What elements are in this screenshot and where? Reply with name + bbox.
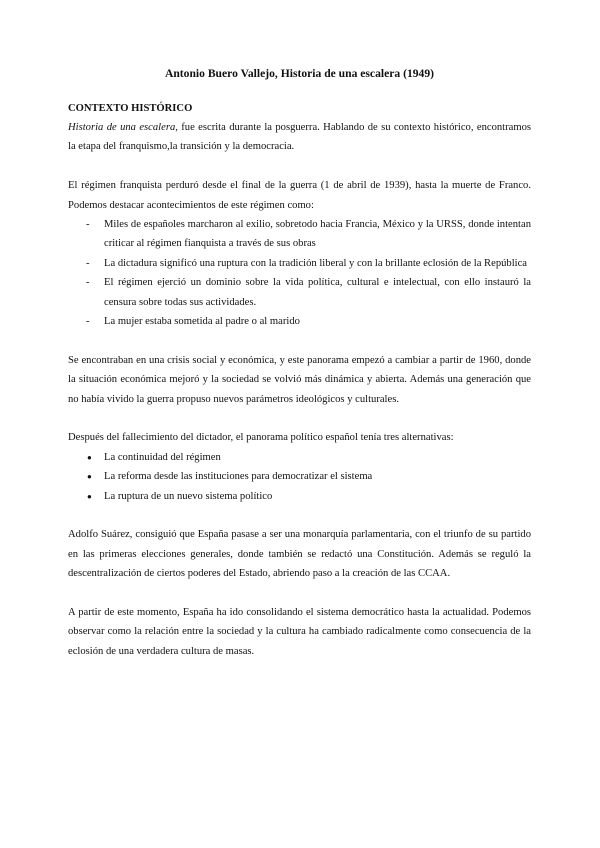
- bullet-marker: ●: [87, 472, 92, 482]
- document-page: [68, 64, 531, 661]
- paragraph-gap: [68, 157, 531, 176]
- intro-paragraph: [68, 118, 531, 157]
- bullet-marker: ●: [87, 452, 92, 462]
- dash-marker: -: [86, 257, 90, 269]
- paragraph-gap: [68, 331, 531, 350]
- list-item: [68, 215, 531, 254]
- list-item-text: La reforma desde las instituciones para democratizar el sistema: [104, 471, 373, 483]
- suarez-paragraph: Adolfo Suárez, consiguió que España pasase a ser una monarquía parlamentaria, con el triunfo de su partido en las primeras elecciones generales, donde también se redactó una Constitución. Además se reguló la descentralización de ciertos poderes del Estado, abriendo paso a la creación de las CCAA.: [68, 529, 531, 580]
- list-item: [68, 448, 531, 467]
- list-item-text: La mujer estaba sometida al padre o al marido: [104, 316, 300, 328]
- paragraph-gap: [68, 409, 531, 428]
- alternativas-paragraph: Después del fallecimiento del dictador, el panorama político español tenía tres alternativas:: [68, 432, 454, 444]
- list-item-text: La continuidad del régimen: [104, 451, 221, 463]
- paragraph-gap: [68, 506, 531, 525]
- list-item-text: La ruptura de un nuevo sistema político: [104, 490, 273, 502]
- franquismo-paragraph: El régimen franquista perduró desde el final de la guerra (1 de abril de 1939), hasta la muerte de Franco. Podemos destacar acontecimientos de este régimen como:: [68, 180, 531, 211]
- dash-marker: -: [86, 316, 90, 328]
- list-item: [68, 467, 531, 486]
- list-item: [68, 487, 531, 506]
- list-item: [68, 312, 531, 331]
- work-title-italic: Historia de una escalera: [68, 122, 176, 133]
- bullet-marker: ●: [87, 491, 92, 501]
- list-item-text: Miles de españoles marcharon al exilio, sobretodo hacia Francia, México y la URSS, donde intentan criticar al régimen fianquista a través de sus obras: [104, 219, 531, 250]
- crisis-paragraph: Se encontraban en una crisis social y económica, y este panorama empezó a cambiar a partir de 1960, donde la situación económica mejoró y la sociedad se volvió más dinámica y abierta. Además una generación que no había vivido la guerra propuso nuevos parámetros ideológicos y culturales.: [68, 354, 531, 405]
- document-title: Antonio Buero Vallejo, Historia de una escalera (1949): [164, 67, 434, 80]
- alternativas-list: [68, 448, 531, 506]
- list-item: [68, 273, 531, 312]
- franquismo-list: [68, 215, 531, 331]
- list-item: [68, 254, 531, 273]
- intro-text: , fue escrita durante la posguerra. Hablando de su contexto histórico, encontramos la etapa del franquismo,la transición y la democracia.: [68, 122, 532, 153]
- dash-marker: -: [86, 277, 90, 289]
- paragraph-gap: [68, 584, 531, 603]
- dash-marker: -: [86, 219, 90, 231]
- final-paragraph: A partir de este momento, España ha ido consolidando el sistema democrático hasta la actualidad. Podemos observar como la relación entre la sociedad y la cultura ha cambiado radicalmente como consecuencia de la eclosión de una verdadera cultura de masas.: [68, 607, 531, 657]
- list-item-text: La dictadura significó una ruptura con la tradición liberal y con la brillante eclosión de la República: [104, 257, 528, 269]
- section-heading: CONTEXTO HISTÓRICO: [68, 103, 193, 114]
- list-item-text: El régimen ejerció un dominio sobre la vida política, cultural e intelectual, con ello instauró la censura sobre todas sus actividades.: [104, 277, 531, 308]
